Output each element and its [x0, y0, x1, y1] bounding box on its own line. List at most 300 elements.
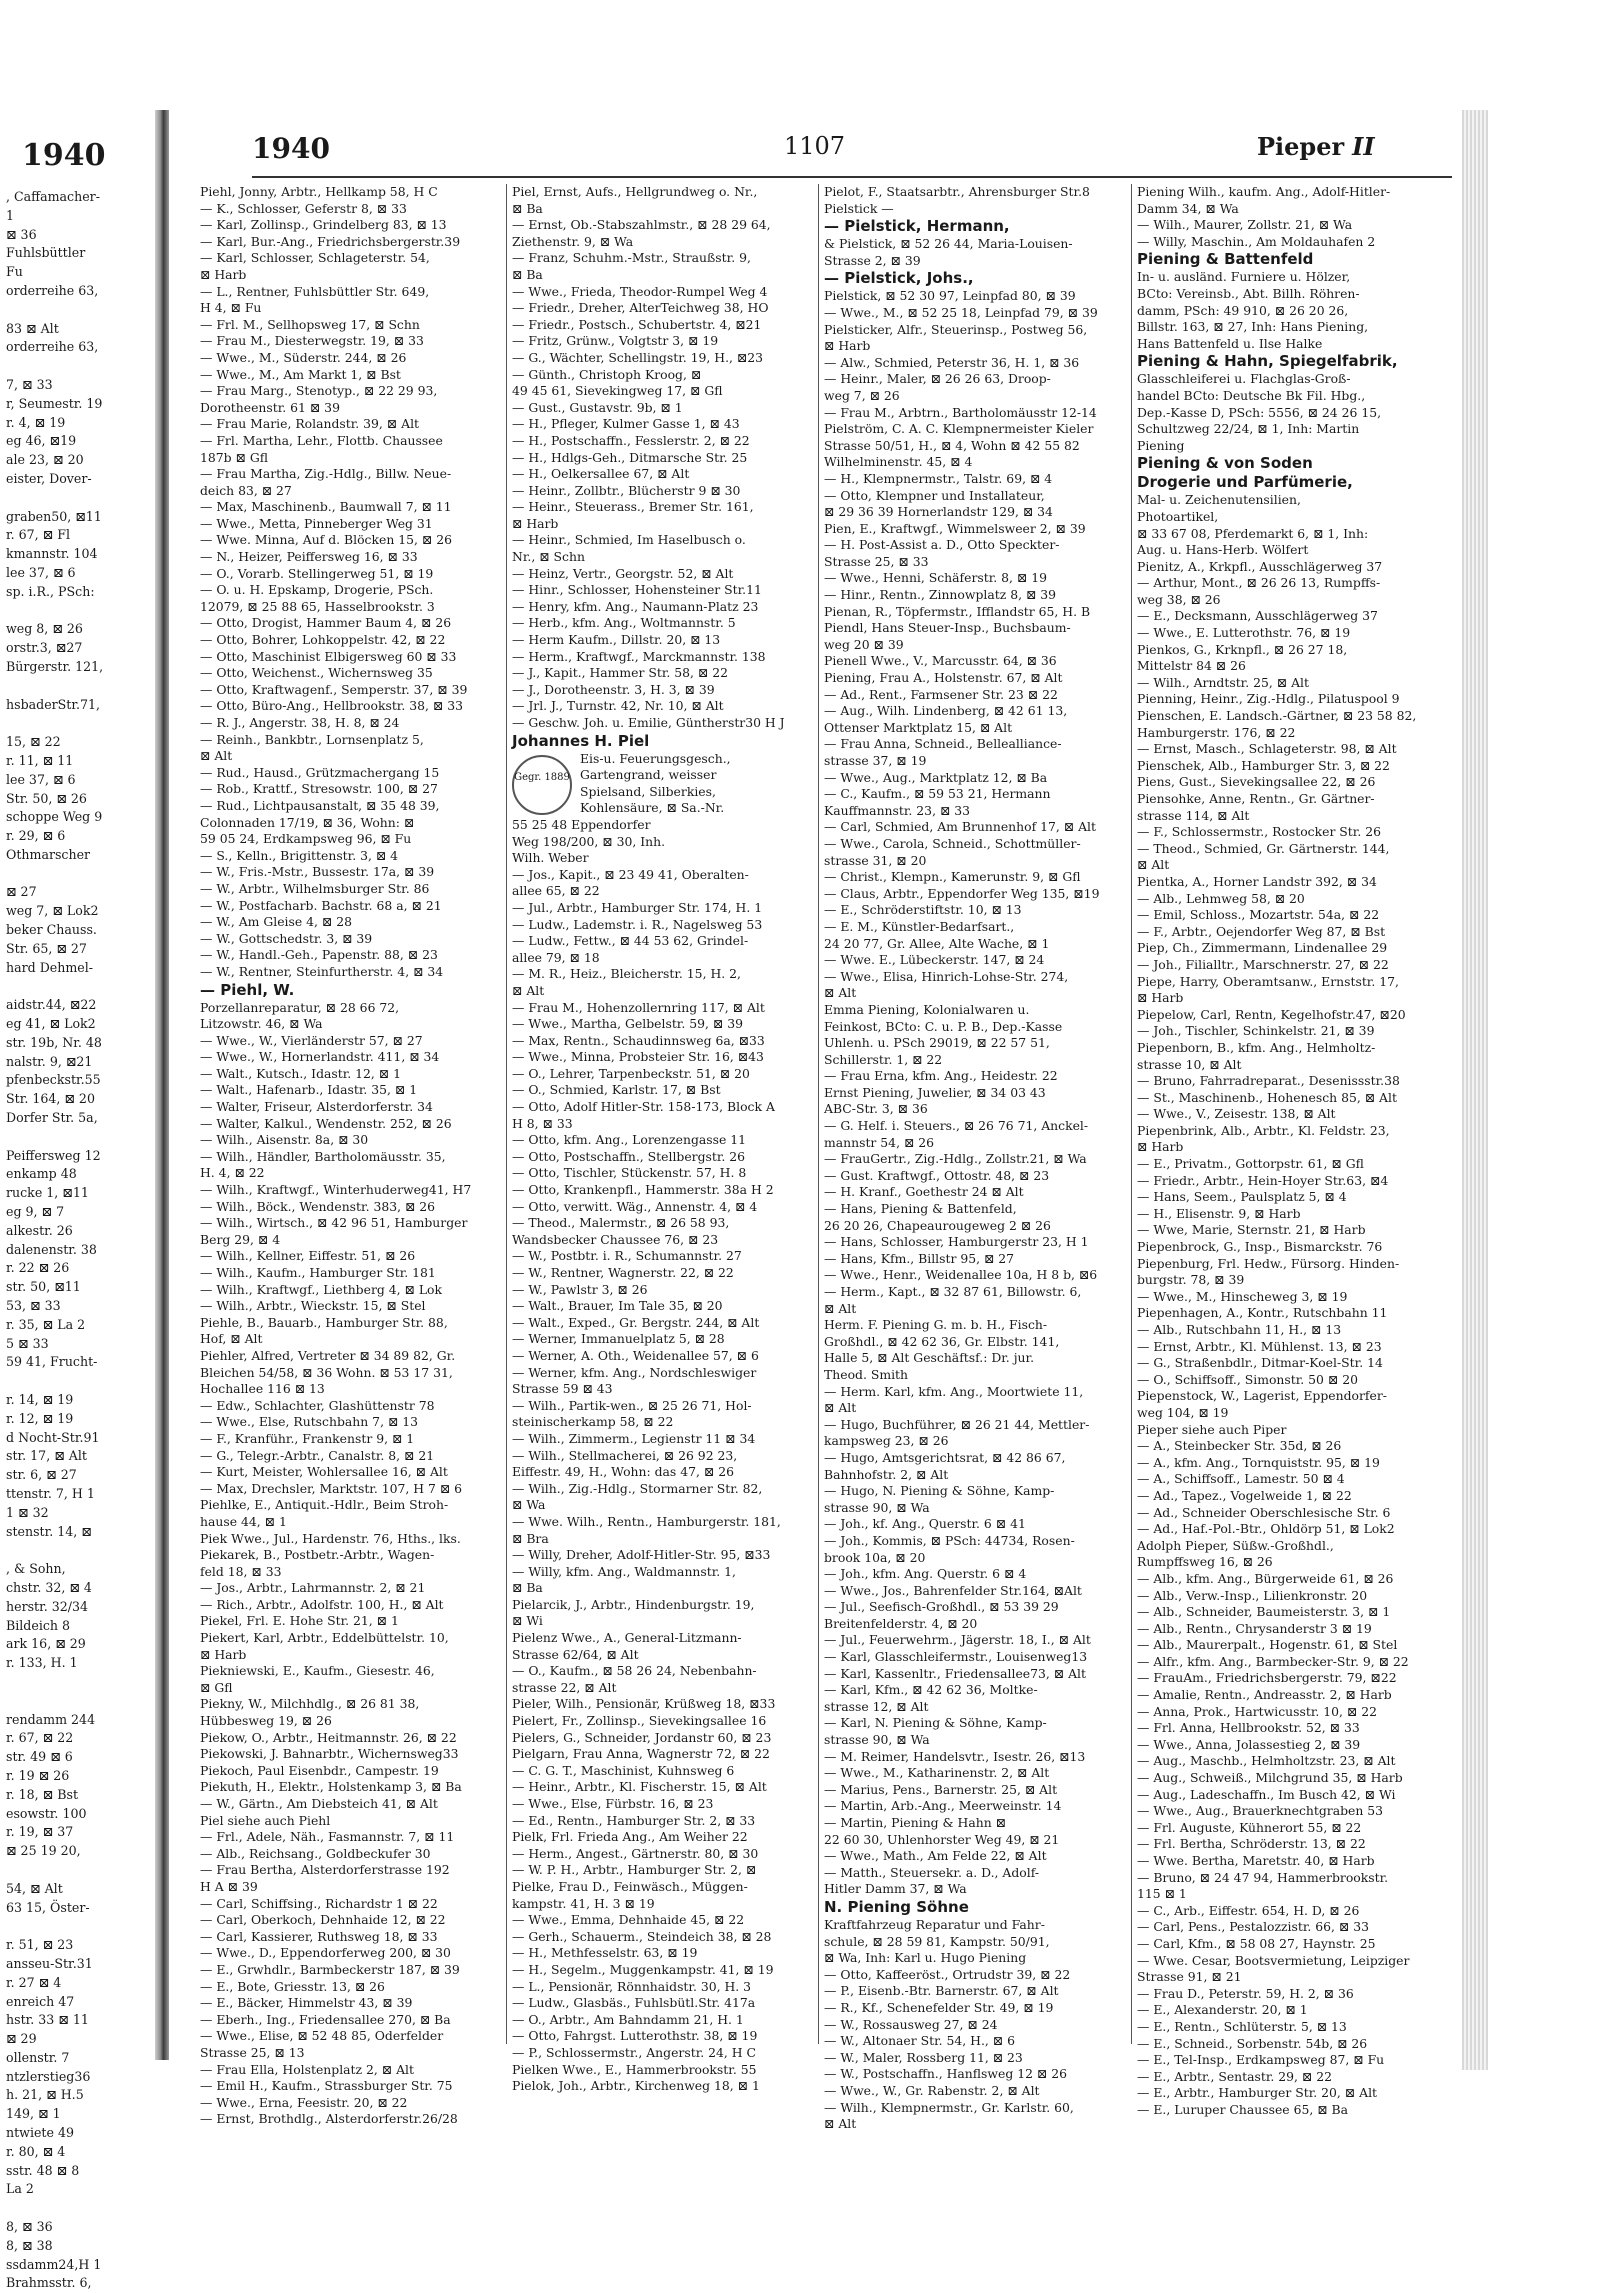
directory-entry-line: — Karl, N. Piening & Söhne, Kamp- — [824, 1715, 1047, 1731]
directory-entry-line: weg 20 ⊠ 39 — [824, 636, 904, 652]
directory-entry-line: — Walt., Kutsch., Idastr. 12, ⊠ 1 — [200, 1065, 402, 1081]
directory-entry-line: Piehlke, E., Antiquit.-Hdlr., Beim Stroh- — [200, 1497, 449, 1513]
left-page-line: Peiffersweg 12 — [6, 1147, 101, 1163]
directory-entry-line: — Bruno, Fahrradreparat., Desenissstr.38 — [1137, 1073, 1400, 1089]
directory-entry-line: — S., Kelln., Brigittenstr. 3, ⊠ 4 — [200, 847, 399, 863]
directory-entry-line: — Wwe., M., ⊠ 52 25 18, Leinpfad 79, ⊠ 39 — [824, 304, 1098, 320]
left-page-line — [6, 489, 146, 508]
left-page-line: orstr.3, ⊠27 — [6, 640, 83, 656]
directory-entry-line: Schillerstr. 1, ⊠ 22 — [824, 1051, 943, 1067]
left-page-line: 5 ⊠ 33 — [6, 1335, 49, 1351]
directory-entry-line: — Otto, Kaffeeröst., Ortrudstr 39, ⊠ 22 — [824, 1966, 1071, 1982]
directory-entry-line: Herm. F. Piening G. m. b. H., Fisch- — [824, 1317, 1048, 1333]
directory-entry-line: — Wilh., Kraftwgf., Liethberg 4, ⊠ Lok — [200, 1281, 443, 1297]
directory-entry-line: Hamburgerstr. 176, ⊠ 22 — [1137, 724, 1296, 740]
directory-entry-line: Pienschek, Alb., Hamburger Str. 3, ⊠ 22 — [1137, 757, 1390, 773]
left-page-line: kmannstr. 104 — [6, 546, 98, 562]
left-page-line: r. 80, ⊠ 4 — [6, 2143, 66, 2159]
directory-entry-line: — Amalie, Rentn., Andreasstr. 2, ⊠ Harb — [1137, 1687, 1392, 1703]
directory-entry-line: — Anna, Prok., Hartwicusstr. 10, ⊠ 22 — [1137, 1703, 1377, 1719]
directory-entry-line: Kauffmannstr. 23, ⊠ 33 — [824, 802, 971, 818]
directory-entry-line: Litzowstr. 46, ⊠ Wa — [200, 1016, 323, 1032]
directory-entry-line: schule, ⊠ 28 59 81, Kampstr. 50/91, — [824, 1933, 1050, 1949]
directory-entry-line: — Hans, Seem., Paulsplatz 5, ⊠ 4 — [1137, 1189, 1347, 1205]
directory-entry-line: Piening & Hahn, Spiegelfabrik, — [1137, 352, 1398, 371]
directory-entry-line: Pielken Wwe., E., Hammerbrookstr. 55 — [512, 2061, 757, 2077]
book-spine — [155, 110, 169, 2060]
left-page-line — [6, 1692, 146, 1711]
directory-entry-line: — Otto, Kraftwagenf., Semperstr. 37, ⊠ 39 — [200, 681, 468, 697]
directory-entry-line: — Walt., Hafenarb., Idastr. 35, ⊠ 1 — [200, 1082, 418, 1098]
directory-entry-line: — Alb., Lehmweg 58, ⊠ 20 — [1137, 890, 1305, 906]
directory-entry-line: — W., Arbtr., Wilhelmsburger Str. 86 — [200, 880, 430, 896]
directory-entry-line: Piekniewski, E., Kaufm., Giesestr. 46, — [200, 1663, 435, 1679]
directory-entry-line: — Wwe., Aug., Marktplatz 12, ⊠ Ba — [824, 769, 1048, 785]
directory-entry-line: — L., Pensionär, Rönnhaidstr. 30, H. 3 — [512, 1978, 752, 1994]
directory-entry-line: 59 05 24, Erdkampsweg 96, ⊠ Fu — [200, 831, 412, 847]
directory-entry-line: ⊠ Ba — [512, 1580, 543, 1596]
directory-entry-line: — Joh., kfm. Ang. Querstr. 6 ⊠ 4 — [824, 1566, 1027, 1582]
directory-entry-line: — Wilh., Aisenstr. 8a, ⊠ 30 — [200, 1132, 369, 1148]
directory-entry-line: Pielot, F., Staatsarbtr., Ahrensburger Str.8 — [824, 184, 1090, 199]
directory-entry-line: — E., Luruper Chaussee 65, ⊠ Ba — [1137, 2101, 1349, 2117]
left-page-line: ntwiete 49 — [6, 2125, 74, 2141]
directory-entry-line: — Wwe., Frieda, Theodor-Rumpel Weg 4 — [512, 283, 768, 299]
directory-entry-line: Mittelstr 84 ⊠ 26 — [1137, 658, 1246, 674]
left-page-line: r. 35, ⊠ La 2 — [6, 1316, 86, 1332]
left-page-line — [6, 677, 146, 696]
directory-entry-line: — Wwe., Math., Am Felde 22, ⊠ Alt — [824, 1848, 1047, 1864]
directory-entry-line: — Hugo, Buchführer, ⊠ 26 21 44, Mettler- — [824, 1416, 1090, 1432]
left-page-line: 83 ⊠ Alt — [6, 320, 59, 336]
left-page-line — [6, 602, 146, 621]
directory-entry-line: — Hugo, N. Piening & Söhne, Kamp- — [824, 1483, 1055, 1499]
directory-entry-line: Piepenborn, B., kfm. Ang., Helmholtz- — [1137, 1039, 1376, 1055]
directory-entry-line: — Hinr., Rentn., Zinnowplatz 8, ⊠ 39 — [824, 587, 1057, 603]
directory-entry-line: Piendl, Hans Steuer-Insp., Buchsbaum- — [824, 620, 1071, 636]
directory-entry-line: — N., Heizer, Peiffersweg 16, ⊠ 33 — [200, 549, 418, 565]
directory-entry-line: weg 104, ⊠ 19 — [1137, 1404, 1229, 1420]
directory-entry-line: Pielers, G., Schneider, Jordanstr 60, ⊠ 23 — [512, 1729, 772, 1745]
left-page-line: str. 19b, Nr. 48 — [6, 1034, 102, 1050]
directory-entry-line: Wilh. Weber — [512, 850, 589, 866]
left-page-line: 59 41, Frucht- — [6, 1354, 98, 1370]
directory-entry-line: Pienell Wwe., V., Marcusstr. 64, ⊠ 36 — [824, 653, 1057, 669]
directory-entry-line: — Pielstick, Johs., — [824, 269, 974, 288]
directory-entry-line: — Alb., Verw.-Insp., Lilienkronstr. 20 — [1137, 1587, 1368, 1603]
directory-entry-line: Billstr. 163, ⊠ 27, Inh: Hans Piening, — [1137, 319, 1369, 335]
directory-entry-line: ⊠ Harb — [200, 266, 247, 282]
left-page-line: rucke 1, ⊠11 — [6, 1185, 89, 1201]
directory-entry-line: — Wwe., Erna, Feesistr. 20, ⊠ 22 — [200, 2094, 408, 2110]
left-page-line: , & Sohn, — [6, 1561, 66, 1577]
directory-entry-line: — O., Schmied, Karlstr. 17, ⊠ Bst — [512, 1082, 721, 1098]
directory-entry-line: Pielstick, ⊠ 52 30 97, Leinpfad 80, ⊠ 39 — [824, 288, 1076, 304]
directory-entry-line: Breitenfelderstr. 4, ⊠ 20 — [824, 1615, 978, 1631]
directory-entry-line: — E., Decksmann, Ausschlägerweg 37 — [1137, 608, 1378, 624]
directory-entry-line: — E., Privatm., Gottorpstr. 61, ⊠ Gfl — [1137, 1156, 1364, 1172]
directory-entry-line: — Frl. Anna, Hellbrookstr. 52, ⊠ 33 — [1137, 1720, 1360, 1736]
directory-entry-line: — G., Telegr.-Arbtr., Canalstr. 8, ⊠ 21 — [200, 1447, 435, 1463]
directory-entry-line: Strasse 2, ⊠ 39 — [824, 252, 921, 268]
directory-entry-line: — P., Schlossermstr., Angerstr. 24, H C — [512, 2044, 756, 2060]
left-page-line: r. 4, ⊠ 19 — [6, 414, 66, 430]
directory-entry-line: — A., kfm. Ang., Tornquiststr. 95, ⊠ 19 — [1137, 1454, 1380, 1470]
left-page-line: lee 37, ⊠ 6 — [6, 771, 76, 787]
directory-entry-line: — Joh., kf. Ang., Querstr. 6 ⊠ 41 — [824, 1516, 1026, 1532]
directory-entry-line: — E. M., Künstler-Bedarfsart., — [824, 918, 1015, 934]
directory-entry-line: ⊠ Ba — [512, 266, 543, 282]
directory-entry-line: — Otto, Krankenpfl., Hammerstr. 38a H 2 — [512, 1182, 774, 1198]
directory-entry-line: — Otto, Postschaffn., Stellbergstr. 26 — [512, 1148, 746, 1164]
directory-entry-line: ⊠ 33 67 08, Pferdemarkt 6, ⊠ 1, Inh: — [1137, 525, 1369, 541]
left-page-line: r. 22 ⊠ 26 — [6, 1260, 70, 1276]
column-divider — [818, 184, 819, 2044]
directory-entry-line: Piens, Gust., Sievekingsallee 22, ⊠ 26 — [1137, 774, 1376, 790]
directory-entry-line: ABC-Str. 3, ⊠ 36 — [824, 1101, 928, 1117]
directory-entry-line: — Wwe., W., Vierländerstr 57, ⊠ 27 — [200, 1032, 423, 1048]
directory-entry-line: ⊠ Wa — [512, 1497, 546, 1513]
directory-entry-line: Ernst Piening, Juwelier, ⊠ 34 03 43 — [824, 1084, 1046, 1100]
directory-entry-line: — Frau Martha, Zig.-Hdlg., Billw. Neue- — [200, 466, 452, 482]
directory-entry-line: 22 60 30, Uhlenhorster Weg 49, ⊠ 21 — [824, 1831, 1060, 1847]
directory-entry-line: ⊠ Ba — [512, 200, 543, 216]
directory-entry-line: Piel, Ernst, Aufs., Hellgrundweg o. Nr., — [512, 184, 758, 199]
directory-entry-line: — Wilh., Maurer, Zollstr. 21, ⊠ Wa — [1137, 217, 1353, 233]
directory-entry-line: — H., Segelm., Muggenkampstr. 41, ⊠ 19 — [512, 1961, 774, 1977]
directory-entry-line: — Wilh., Zimmerm., Legienstr 11 ⊠ 34 — [512, 1430, 756, 1446]
directory-entry-line: — Alw., Schmied, Peterstr 36, H. 1, ⊠ 36 — [824, 354, 1080, 370]
directory-entry-line: Pielenz Wwe., A., General-Litzmann- — [512, 1630, 742, 1646]
directory-entry-line: Piepelow, Carl, Rentn, Kegelhofstr.47, ⊠20 — [1137, 1006, 1406, 1022]
directory-entry-line: — W., Gottschedstr. 3, ⊠ 39 — [200, 930, 373, 946]
directory-entry-line: — Jul., Arbtr., Hamburger Str. 174, H. 1 — [512, 899, 763, 915]
directory-entry-line: — Christ., Klempn., Kamerunstr. 9, ⊠ Gfl — [824, 869, 1081, 885]
directory-entry-line: — Willy, Dreher, Adolf-Hitler-Str. 95, ⊠33 — [512, 1547, 771, 1563]
directory-entry-line: — Joh., Kommis, ⊠ PSch: 44734, Rosen- — [824, 1532, 1075, 1548]
directory-entry-line: — Aug., Maschb., Helmholtzstr. 23, ⊠ Alt — [1137, 1753, 1396, 1769]
directory-entry-line: — Alb., Rutschbahn 11, H., ⊠ 13 — [1137, 1322, 1342, 1337]
directory-entry-line: — Wwe., V., Zeisestr. 138, ⊠ Alt — [1137, 1106, 1336, 1122]
directory-entry-line: Hans Battenfeld u. Ilse Halke — [1137, 335, 1323, 351]
directory-entry-line: Piep, Ch., Zimmermann, Lindenallee 29 — [1137, 940, 1388, 956]
directory-entry-line: — W., Rentner, Steinfurtherstr. 4, ⊠ 34 — [200, 963, 444, 979]
directory-entry-line: — Wilh., Partik-wen., ⊠ 25 26 71, Hol- — [512, 1397, 752, 1413]
directory-entry-line: — Aug., Wilh. Lindenberg, ⊠ 42 61 13, — [824, 703, 1068, 719]
left-page-line: ark 16, ⊠ 29 — [6, 1636, 86, 1652]
directory-entry-line: — W., Rentner, Wagnerstr. 22, ⊠ 22 — [512, 1265, 734, 1280]
directory-entry-line: Feinkost, BCto: C. u. P. B., Dep.-Kasse — [824, 1018, 1063, 1034]
running-numeral: II — [1352, 132, 1375, 161]
directory-entry-line: strasse 12, ⊠ Alt — [824, 1698, 929, 1714]
page-number: 1107 — [784, 132, 846, 160]
directory-entry-line: — St., Maschinenb., Hohenesch 85, ⊠ Alt — [1137, 1089, 1397, 1105]
directory-entry-line: — Ad., Schneider Oberschlesische Str. 6 — [1137, 1504, 1391, 1520]
directory-entry-line: — H. Kranf., Goethestr 24 ⊠ Alt — [824, 1184, 1024, 1200]
left-page-line: hsbaderStr.71, — [6, 696, 101, 712]
left-page-line: Str. 164, ⊠ 20 — [6, 1091, 95, 1107]
directory-entry-line: ⊠ Wa, Inh: Karl u. Hugo Piening — [824, 1950, 1027, 1966]
directory-entry-line: — Wilh., Kellner, Eiffestr. 51, ⊠ 26 — [200, 1248, 416, 1264]
directory-entry-line: — Jrl. J., Turnstr. 42, Nr. 10, ⊠ Alt — [512, 698, 724, 714]
directory-entry-line: — G., Straßenbdlr., Ditmar-Koel-Str. 14 — [1137, 1355, 1383, 1371]
directory-entry-line: Strasse 59 ⊠ 43 — [512, 1381, 613, 1397]
directory-entry-line: Hochallee 116 ⊠ 13 — [200, 1381, 325, 1397]
directory-entry-line: ⊠ Alt — [824, 985, 857, 1001]
directory-page — [172, 118, 1462, 2132]
page-edge — [1462, 110, 1488, 2070]
left-page-line: Bürgerstr. 121, — [6, 658, 104, 674]
directory-entry-line: — Heinr., Steuerass., Bremer Str. 161, — [512, 499, 754, 515]
directory-entry-line: — P., Eisenb.-Btr. Barnerstr. 67, ⊠ Alt — [824, 1983, 1059, 1999]
directory-entry-line: — Frau Marg., Stenotyp., ⊠ 22 29 93, — [200, 383, 438, 399]
directory-entry-line: — O., Lehrer, Tarpenbeckstr. 51, ⊠ 20 — [512, 1065, 750, 1081]
left-page-line: d Nocht-Str.91 — [6, 1429, 100, 1445]
directory-entry-line: — Frau Erna, kfm. Ang., Heidestr. 22 — [824, 1068, 1058, 1084]
directory-entry-line: — Karl, Zollinsp., Grindelberg 83, ⊠ 13 — [200, 217, 447, 233]
directory-entry-line: — W., Gärtn., Am Diebsteich 41, ⊠ Alt — [200, 1796, 438, 1811]
directory-entry-line: — Otto, verwitt. Wäg., Annenstr. 4, ⊠ 4 — [512, 1198, 758, 1214]
directory-entry-line: Pielert, Fr., Zollinsp., Sievekingsallee 16 — [512, 1713, 767, 1729]
directory-entry-line: ⊠ Bra — [512, 1530, 549, 1546]
directory-entry-line: — Alb., Rentn., Chrysanderstr 3 ⊠ 19 — [1137, 1620, 1372, 1636]
directory-entry-line: — E., Rentn., Schlüterstr. 5, ⊠ 13 — [1137, 2018, 1347, 2034]
directory-entry-line: allee 65, ⊠ 22 — [512, 883, 600, 899]
directory-entry-line: Berg 29, ⊠ 4 — [200, 1231, 281, 1247]
directory-entry-line: strasse 90, ⊠ Wa — [824, 1732, 930, 1748]
directory-entry-line: — Wwe., Anna, Jolassestieg 2, ⊠ 39 — [1137, 1736, 1361, 1752]
directory-entry-line: 187b ⊠ Gfl — [200, 449, 269, 465]
directory-entry-line: — E., Grwhdlr., Barmbeckerstr 187, ⊠ 39 — [200, 1961, 460, 1977]
directory-entry-line: Piehle, B., Bauarb., Hamburger Str. 88, — [200, 1314, 448, 1330]
directory-entry-line: handel BCto: Deutsche Bk Fil. Hbg., — [1137, 387, 1366, 403]
directory-entry-line: Piening, Frau A., Holstenstr. 67, ⊠ Alt — [824, 670, 1063, 686]
directory-entry-line: — Carl, Kfm., ⊠ 58 08 27, Haynstr. 25 — [1137, 1935, 1376, 1951]
directory-entry-line: Piepenburg, Frl. Hedw., Fürsorg. Hinden- — [1137, 1255, 1400, 1271]
directory-entry-line: — W., Am Gleise 4, ⊠ 28 — [200, 914, 352, 930]
directory-entry-line: — Friedr., Arbtr., Hein-Hoyer Str.63, ⊠4 — [1137, 1172, 1389, 1188]
directory-entry-line: — H., Oelkersallee 67, ⊠ Alt — [512, 466, 690, 482]
directory-entry-line: — Alb., kfm. Ang., Bürgerweide 61, ⊠ 26 — [1137, 1570, 1394, 1586]
directory-entry-line: — Hans, Schlosser, Hamburgerstr 23, H 1 — [824, 1234, 1089, 1250]
column-divider — [1131, 184, 1132, 2044]
directory-entry-line: — Ernst, Arbtr., Kl. Mühlenst. 13, ⊠ 23 — [1137, 1338, 1382, 1354]
left-page-line: alkestr. 26 — [6, 1222, 73, 1238]
directory-entry-line: — Theod., Schmied, Gr. Gärtnerstr. 144, — [1137, 840, 1390, 856]
directory-entry-line: 115 ⊠ 1 — [1137, 1886, 1187, 1902]
directory-entry-line: — Heinr., Arbtr., Kl. Fischerstr. 15, ⊠ Alt — [512, 1779, 767, 1795]
left-page-line — [6, 1861, 146, 1880]
directory-entry-line: Piepenhagen, A., Kontr., Rutschbahn 11 — [1137, 1305, 1388, 1321]
directory-entry-line: 24 20 77, Gr. Allee, Alte Wache, ⊠ 1 — [824, 935, 1050, 951]
left-page-line — [6, 1372, 146, 1391]
left-page-line: chstr. 32, ⊠ 4 — [6, 1579, 92, 1595]
directory-entry-line: Pien, E., Kraftwgf., Wimmelsweer 2, ⊠ 39 — [824, 520, 1086, 536]
directory-entry-line: 55 25 48 Eppendorfer — [512, 816, 651, 832]
directory-entry-line: — Heinr., Zollbtr., Blücherstr 9 ⊠ 30 — [512, 482, 741, 498]
left-page-line: Dorfer Str. 5a, — [6, 1110, 98, 1126]
directory-entry-line: — Emil H., Kaufm., Strassburger Str. 75 — [200, 2078, 453, 2094]
directory-entry-line: — Karl, Bur.-Ang., Friedrichsbergerstr.39 — [200, 233, 461, 249]
directory-entry-line: — Ernst, Brothdlg., Alsterdorferstr.26/28 — [200, 2111, 458, 2127]
directory-entry-line: — Matth., Steuersekr. a. D., Adolf- — [824, 1864, 1040, 1880]
directory-entry-line: — J., Kapit., Hammer Str. 58, ⊠ 22 — [512, 665, 729, 681]
directory-entry-line: ⊠ Harb — [1137, 1139, 1184, 1155]
directory-entry-line: — Wwe., Elisa, Hinrich-Lohse-Str. 274, — [824, 968, 1069, 984]
directory-entry-line: — Walt., Exped., Gr. Bergstr. 244, ⊠ Alt — [512, 1314, 760, 1330]
directory-entry-line: — Frau M., Diesterwegstr. 19, ⊠ 33 — [200, 333, 424, 349]
left-page-column — [6, 188, 146, 2293]
directory-entry-line: — Gust. Kraftwgf., Ottostr. 48, ⊠ 23 — [824, 1167, 1050, 1183]
directory-entry-line: Uhlenh. u. PSch 29019, ⊠ 22 57 51, — [824, 1035, 1050, 1051]
directory-entry-line: Eiffestr. 49, H., Wohn: das 47, ⊠ 26 — [512, 1464, 734, 1480]
page-year: 1940 — [252, 132, 330, 165]
directory-entry-line: — Wwe. Bertha, Maretstr. 40, ⊠ Harb — [1137, 1853, 1375, 1868]
directory-entry-line: — Walter, Friseur, Alsterdorferstr. 34 — [200, 1099, 433, 1115]
directory-entry-line: — W., Postbtr. i. R., Schumannstr. 27 — [512, 1248, 742, 1264]
directory-entry-line: — R., Kf., Schenefelder Str. 49, ⊠ 19 — [824, 1999, 1054, 2015]
directory-entry-line: H 4, ⊠ Fu — [200, 300, 262, 316]
left-page-line: dalenenstr. 38 — [6, 1241, 97, 1257]
directory-entry-line: Pielstick — — [824, 200, 894, 216]
directory-entry-line: — Rud., Lichtpausanstalt, ⊠ 35 48 39, — [200, 797, 440, 813]
column-2 — [512, 184, 812, 2094]
directory-entry-line: — Ludw., Fettw., ⊠ 44 53 62, Grindel- — [512, 933, 749, 949]
directory-entry-line: Piening — [1137, 437, 1185, 453]
directory-entry-line: — Carl, Schmied, Am Brunnenhof 17, ⊠ Alt — [824, 819, 1096, 835]
left-page-line: r. 51, ⊠ 23 — [6, 1937, 74, 1953]
left-page-line: rendamm 244 — [6, 1711, 96, 1727]
directory-entry-line: Dep.-Kasse D, PSch: 5556, ⊠ 24 26 15, — [1137, 404, 1382, 420]
directory-entry-line: — Friedr., Dreher, AlterTeichweg 38, HO — [512, 300, 769, 316]
left-page-line: enkamp 48 — [6, 1166, 77, 1182]
directory-entry-line: — Frau Bertha, Alsterdorferstrasse 192 — [200, 1862, 450, 1878]
directory-entry-line: — Wwe., D., Eppendorferweg 200, ⊠ 30 — [200, 1945, 451, 1961]
left-page-line: Bildeich 8 — [6, 1617, 71, 1633]
left-page-line: 63 15, Öster- — [6, 1899, 90, 1915]
directory-entry-line: Mal- u. Zeichenutensilien, — [1137, 492, 1301, 508]
directory-entry-line: — Henry, kfm. Ang., Naumann-Platz 23 — [512, 598, 759, 614]
left-page-line: hstr. 33 ⊠ 11 — [6, 2012, 89, 2028]
directory-entry-line: — Herm., Kapt., ⊠ 32 87 61, Billowstr. 6, — [824, 1284, 1082, 1299]
directory-entry-line: Aug. u. Hans-Herb. Wölfert — [1137, 542, 1309, 558]
left-page-line — [6, 1128, 146, 1147]
left-page-line: 54, ⊠ Alt — [6, 1880, 63, 1896]
directory-entry-line: — Herb., kfm. Ang., Woltmannstr. 5 — [512, 615, 736, 631]
directory-entry-line: Wandsbecker Chaussee 76, ⊠ 23 — [512, 1231, 719, 1247]
directory-entry-line: — H. Post-Assist a. D., Otto Speckter- — [824, 537, 1060, 553]
directory-entry-line: — Ernst, Masch., Schlageterstr. 98, ⊠ Alt — [1137, 741, 1397, 757]
directory-entry-line: — Jul., Feuerwehrm., Jägerstr. 18, I., ⊠ Alt — [824, 1632, 1091, 1648]
left-page-line: ntzlerstieg36 — [6, 2068, 91, 2084]
directory-entry-line: ⊠ Alt — [824, 2116, 857, 2132]
directory-entry-line: H 8, ⊠ 33 — [512, 1115, 573, 1131]
directory-entry-line: Pienkos, G., Krknpfl., ⊠ 26 27 18, — [1137, 641, 1348, 657]
directory-entry-line: hause 44, ⊠ 1 — [200, 1513, 287, 1529]
directory-entry-line: — H., Pfleger, Kulmer Gasse 1, ⊠ 43 — [512, 416, 740, 432]
column-3 — [824, 184, 1124, 2132]
left-page-line: 8, ⊠ 38 — [6, 2237, 53, 2253]
directory-entry-line: — Wwe., Henni, Schäferstr. 8, ⊠ 19 — [824, 570, 1048, 586]
left-page-line: Othmarscher — [6, 846, 91, 862]
directory-entry-line: — Rich., Arbtr., Adolfstr. 100, H., ⊠ Alt — [200, 1596, 444, 1612]
directory-entry-line: — W., Handl.-Geh., Papenstr. 88, ⊠ 23 — [200, 947, 438, 963]
directory-entry-line: Piehl, Jonny, Arbtr., Hellkamp 58, H C — [200, 184, 438, 199]
directory-entry-line: — Herm., Kraftwgf., Marckmannstr. 138 — [512, 648, 766, 664]
directory-entry-line: Pienan, R., Töpfermstr., Ifflandstr 65, H. B — [824, 603, 1091, 619]
directory-entry-line: — Otto, Weichenst., Wichernsweg 35 — [200, 665, 433, 681]
directory-entry-line: — G. Helf. i. Steuers., ⊠ 26 76 71, Anckel- — [824, 1118, 1089, 1134]
directory-entry-line: — E., Bäcker, Himmelstr 43, ⊠ 39 — [200, 1995, 413, 2011]
directory-entry-line: — Theod., Malermstr., ⊠ 26 58 93, — [512, 1215, 730, 1231]
directory-entry-line: — Alb., Maurerpalt., Hogenstr. 61, ⊠ Stel — [1137, 1637, 1398, 1653]
directory-entry-line: — O., Kaufm., ⊠ 58 26 24, Nebenbahn- — [512, 1663, 757, 1679]
left-page-line: La 2 — [6, 2181, 34, 2197]
directory-entry-line: Bahnhofstr. 2, ⊠ Alt — [824, 1466, 949, 1482]
directory-entry-line: Pienitz, A., Krkpfl., Ausschlägerweg 37 — [1137, 558, 1383, 574]
directory-entry-line: Pienschen, E. Landsch.-Gärtner, ⊠ 23 58 82, — [1137, 708, 1417, 724]
directory-entry-line: — Wilh., Stellmacherei, ⊠ 26 92 23, — [512, 1447, 738, 1463]
directory-entry-line: Strasse 25, ⊠ 13 — [200, 2044, 305, 2060]
left-page-line: eg 41, ⊠ Lok2 — [6, 1016, 96, 1032]
directory-entry-line: — Wilh., Arndtstr. 25, ⊠ Alt — [1137, 674, 1309, 690]
directory-entry-line: — Aug., Schweiß., Milchgrund 35, ⊠ Harb — [1137, 1770, 1403, 1786]
directory-entry-line: — Hugo, Amtsgerichtsrat, ⊠ 42 86 67, — [824, 1449, 1066, 1465]
directory-entry-line: — Joh., Tischler, Schinkelstr. 21, ⊠ 39 — [1137, 1023, 1375, 1039]
directory-entry-line: — Karl, Glasschleifermstr., Louisenweg13 — [824, 1649, 1088, 1665]
left-page-line: ttenstr. 7, H 1 — [6, 1485, 95, 1501]
directory-entry-line: — C., Kaufm., ⊠ 59 53 21, Hermann — [824, 786, 1051, 802]
running-header — [1257, 132, 1375, 161]
left-page-line: Fu — [6, 264, 23, 280]
column-4 — [1137, 184, 1437, 2117]
directory-entry-line: — Werner, kfm. Ang., Nordschleswiger — [512, 1364, 757, 1380]
directory-entry-line: deich 83, ⊠ 27 — [200, 482, 292, 498]
directory-entry-line: ⊠ Gfl — [200, 1679, 233, 1695]
left-page-line: ollenstr. 7 — [6, 2049, 70, 2065]
directory-entry-line: — M. Reimer, Handelsvtr., Isestr. 26, ⊠13 — [824, 1748, 1086, 1764]
directory-entry-line: Piel siehe auch Piehl — [200, 1812, 331, 1828]
left-page-line: orderreihe 63, — [6, 282, 99, 298]
left-page-line: r. 12, ⊠ 19 — [6, 1410, 74, 1426]
directory-entry-line: Piening & von Soden — [1137, 454, 1313, 473]
directory-entry-line: — Wwe., M., Hinscheweg 3, ⊠ 19 — [1137, 1288, 1348, 1304]
directory-entry-line: — Frl. Auguste, Kühnerort 55, ⊠ 22 — [1137, 1819, 1362, 1835]
directory-entry-line: — Herm. Karl, kfm. Ang., Moortwiete 11, — [824, 1383, 1084, 1399]
directory-entry-line: Rumpffsweg 16, ⊠ 26 — [1137, 1554, 1273, 1570]
directory-entry-line: Porzellanreparatur, ⊠ 28 66 72, — [200, 999, 400, 1015]
left-page-line: 149, ⊠ 1 — [6, 2106, 61, 2122]
left-page-line: str. 6, ⊠ 27 — [6, 1467, 77, 1483]
directory-entry-line: Piekel, Frl. E. Hohe Str. 21, ⊠ 1 — [200, 1613, 399, 1629]
directory-entry-line: — Wwe., E. Lutterothstr. 76, ⊠ 19 — [1137, 625, 1351, 641]
directory-entry-line: Piek Wwe., Jul., Hardenstr. 76, Hths., lks. — [200, 1530, 461, 1546]
directory-entry-line: feld 18, ⊠ 33 — [200, 1563, 282, 1579]
directory-entry-line: — Carl, Pens., Pestalozzistr. 66, ⊠ 33 — [1137, 1919, 1370, 1935]
directory-entry-line: Halle 5, ⊠ Alt Geschäftsf.: Dr. jur. — [824, 1350, 1035, 1366]
directory-entry-line: Pielsticker, Alfr., Steuerinsp., Postweg 56, — [824, 321, 1088, 337]
directory-entry-line: strasse 114, ⊠ Alt — [1137, 807, 1250, 823]
left-page-line: str. 17, ⊠ Alt — [6, 1448, 87, 1464]
directory-entry-line: — Emil, Schloss., Mozartstr. 54a, ⊠ 22 — [1137, 907, 1380, 923]
directory-entry-line: Pieper siehe auch Piper — [1137, 1421, 1287, 1437]
directory-entry-line: — Otto, Tischler, Stückenstr. 57, H. 8 — [512, 1165, 747, 1181]
left-page-line — [6, 865, 146, 884]
directory-entry-line: — Ed., Rentn., Hamburger Str. 2, ⊠ 33 — [512, 1812, 756, 1828]
left-page-line: graben50, ⊠11 — [6, 508, 102, 524]
directory-entry-line: Pielarcik, J., Arbtr., Hindenburgstr. 19, — [512, 1596, 755, 1612]
directory-entry-line: — Frl. M., Sellhopsweg 17, ⊠ Schn — [200, 316, 420, 332]
